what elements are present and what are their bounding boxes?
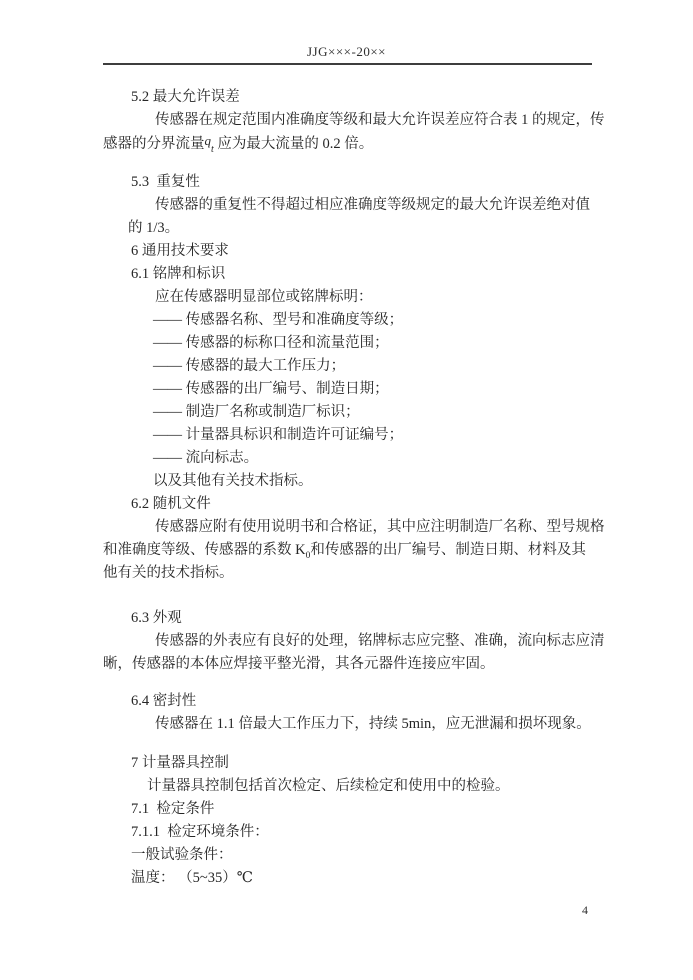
heading-6: 6 通用技术要求 (131, 243, 229, 259)
para-text: 应为最大流量的 0.2 倍。 (213, 136, 374, 152)
heading-6-4: 6.4 密封性 (131, 693, 197, 709)
formula-symbol-q: q (204, 133, 211, 148)
para-6-1-outro: 以及其他有关技术指标。 (153, 473, 313, 489)
heading-5-3: 5.3 重复性 (131, 174, 200, 190)
heading-6-2: 6.2 随机文件 (131, 496, 211, 512)
para-6-2-line-1: 传感器应附有使用说明书和合格证，其中应注明制造厂名称、型号规格 (155, 519, 605, 535)
para-6-3-line-1: 传感器的外表应有良好的处理，铭牌标志应完整、准确，流向标志应清 (155, 633, 605, 649)
heading-6-1: 6.1 铭牌和标识 (131, 266, 226, 282)
para-text: 感器的分界流量 (103, 136, 205, 152)
para-text: 和准确度等级、传感器的系数 K (103, 542, 306, 558)
para-6-4-line-1: 传感器在 1.1 倍最大工作压力下，持续 5min，应无泄漏和损坏现象。 (155, 716, 591, 732)
heading-7-1-1: 7.1.1 检定环境条件： (131, 824, 269, 840)
para-5-2-line-1: 传感器在规定范围内准确度等级和最大允许误差应符合表 1 的规定，传 (155, 112, 605, 128)
heading-7: 7 计量器具控制 (131, 755, 229, 771)
para-general-test-conditions: 一般试验条件： (131, 847, 233, 863)
formula-subscript-0: 0 (305, 550, 311, 561)
para-7-line-1: 计量器具控制包括首次检定、后续检定和使用中的检验。 (147, 778, 510, 794)
heading-5-2: 5.2 最大允许误差 (131, 89, 240, 105)
list-item-flow-direction-mark: —— 流向标志。 (153, 450, 259, 466)
formula-subscript-t: t (211, 143, 214, 155)
para-text: 和传感器的出厂编号、制造日期、材料及其 (310, 542, 586, 558)
para-5-2-line-2 (103, 132, 603, 155)
para-5-3-line-2: 的 1/3。 (128, 220, 180, 236)
heading-6-3: 6.3 外观 (131, 610, 182, 626)
list-item-diameter-flow-range: —— 传感器的标称口径和流量范围； (153, 335, 389, 351)
para-6-2-line-2 (103, 539, 603, 562)
para-6-2-line-3: 他有关的技术指标。 (103, 565, 234, 581)
page-number: 4 (582, 903, 588, 917)
list-item-name-model-class: —— 传感器名称、型号和准确度等级； (153, 312, 404, 328)
para-5-3-line-1: 传感器的重复性不得超过相应准确度等级规定的最大允许误差绝对值 (155, 197, 590, 213)
para-6-1-intro: 应在传感器明显部位或铭牌标明： (155, 289, 373, 305)
header-rule (103, 63, 592, 65)
list-item-max-working-pressure: —— 传感器的最大工作压力； (153, 358, 346, 374)
list-item-manufacturer: —— 制造厂名称或制造厂标识； (153, 404, 360, 420)
page-header: JJG×××-20×× (307, 44, 386, 59)
para-6-3-line-2: 晰，传感器的本体应焊接平整光滑，其各元器件连接应牢固。 (103, 656, 495, 672)
document-body (103, 86, 603, 890)
list-item-serial-date: —— 传感器的出厂编号、制造日期； (153, 381, 389, 397)
list-item-license-number: —— 计量器具标识和制造许可证编号； (153, 427, 404, 443)
heading-7-1: 7.1 检定条件 (131, 801, 215, 817)
para-temperature-condition: 温度： （5~35）℃ (131, 870, 253, 886)
